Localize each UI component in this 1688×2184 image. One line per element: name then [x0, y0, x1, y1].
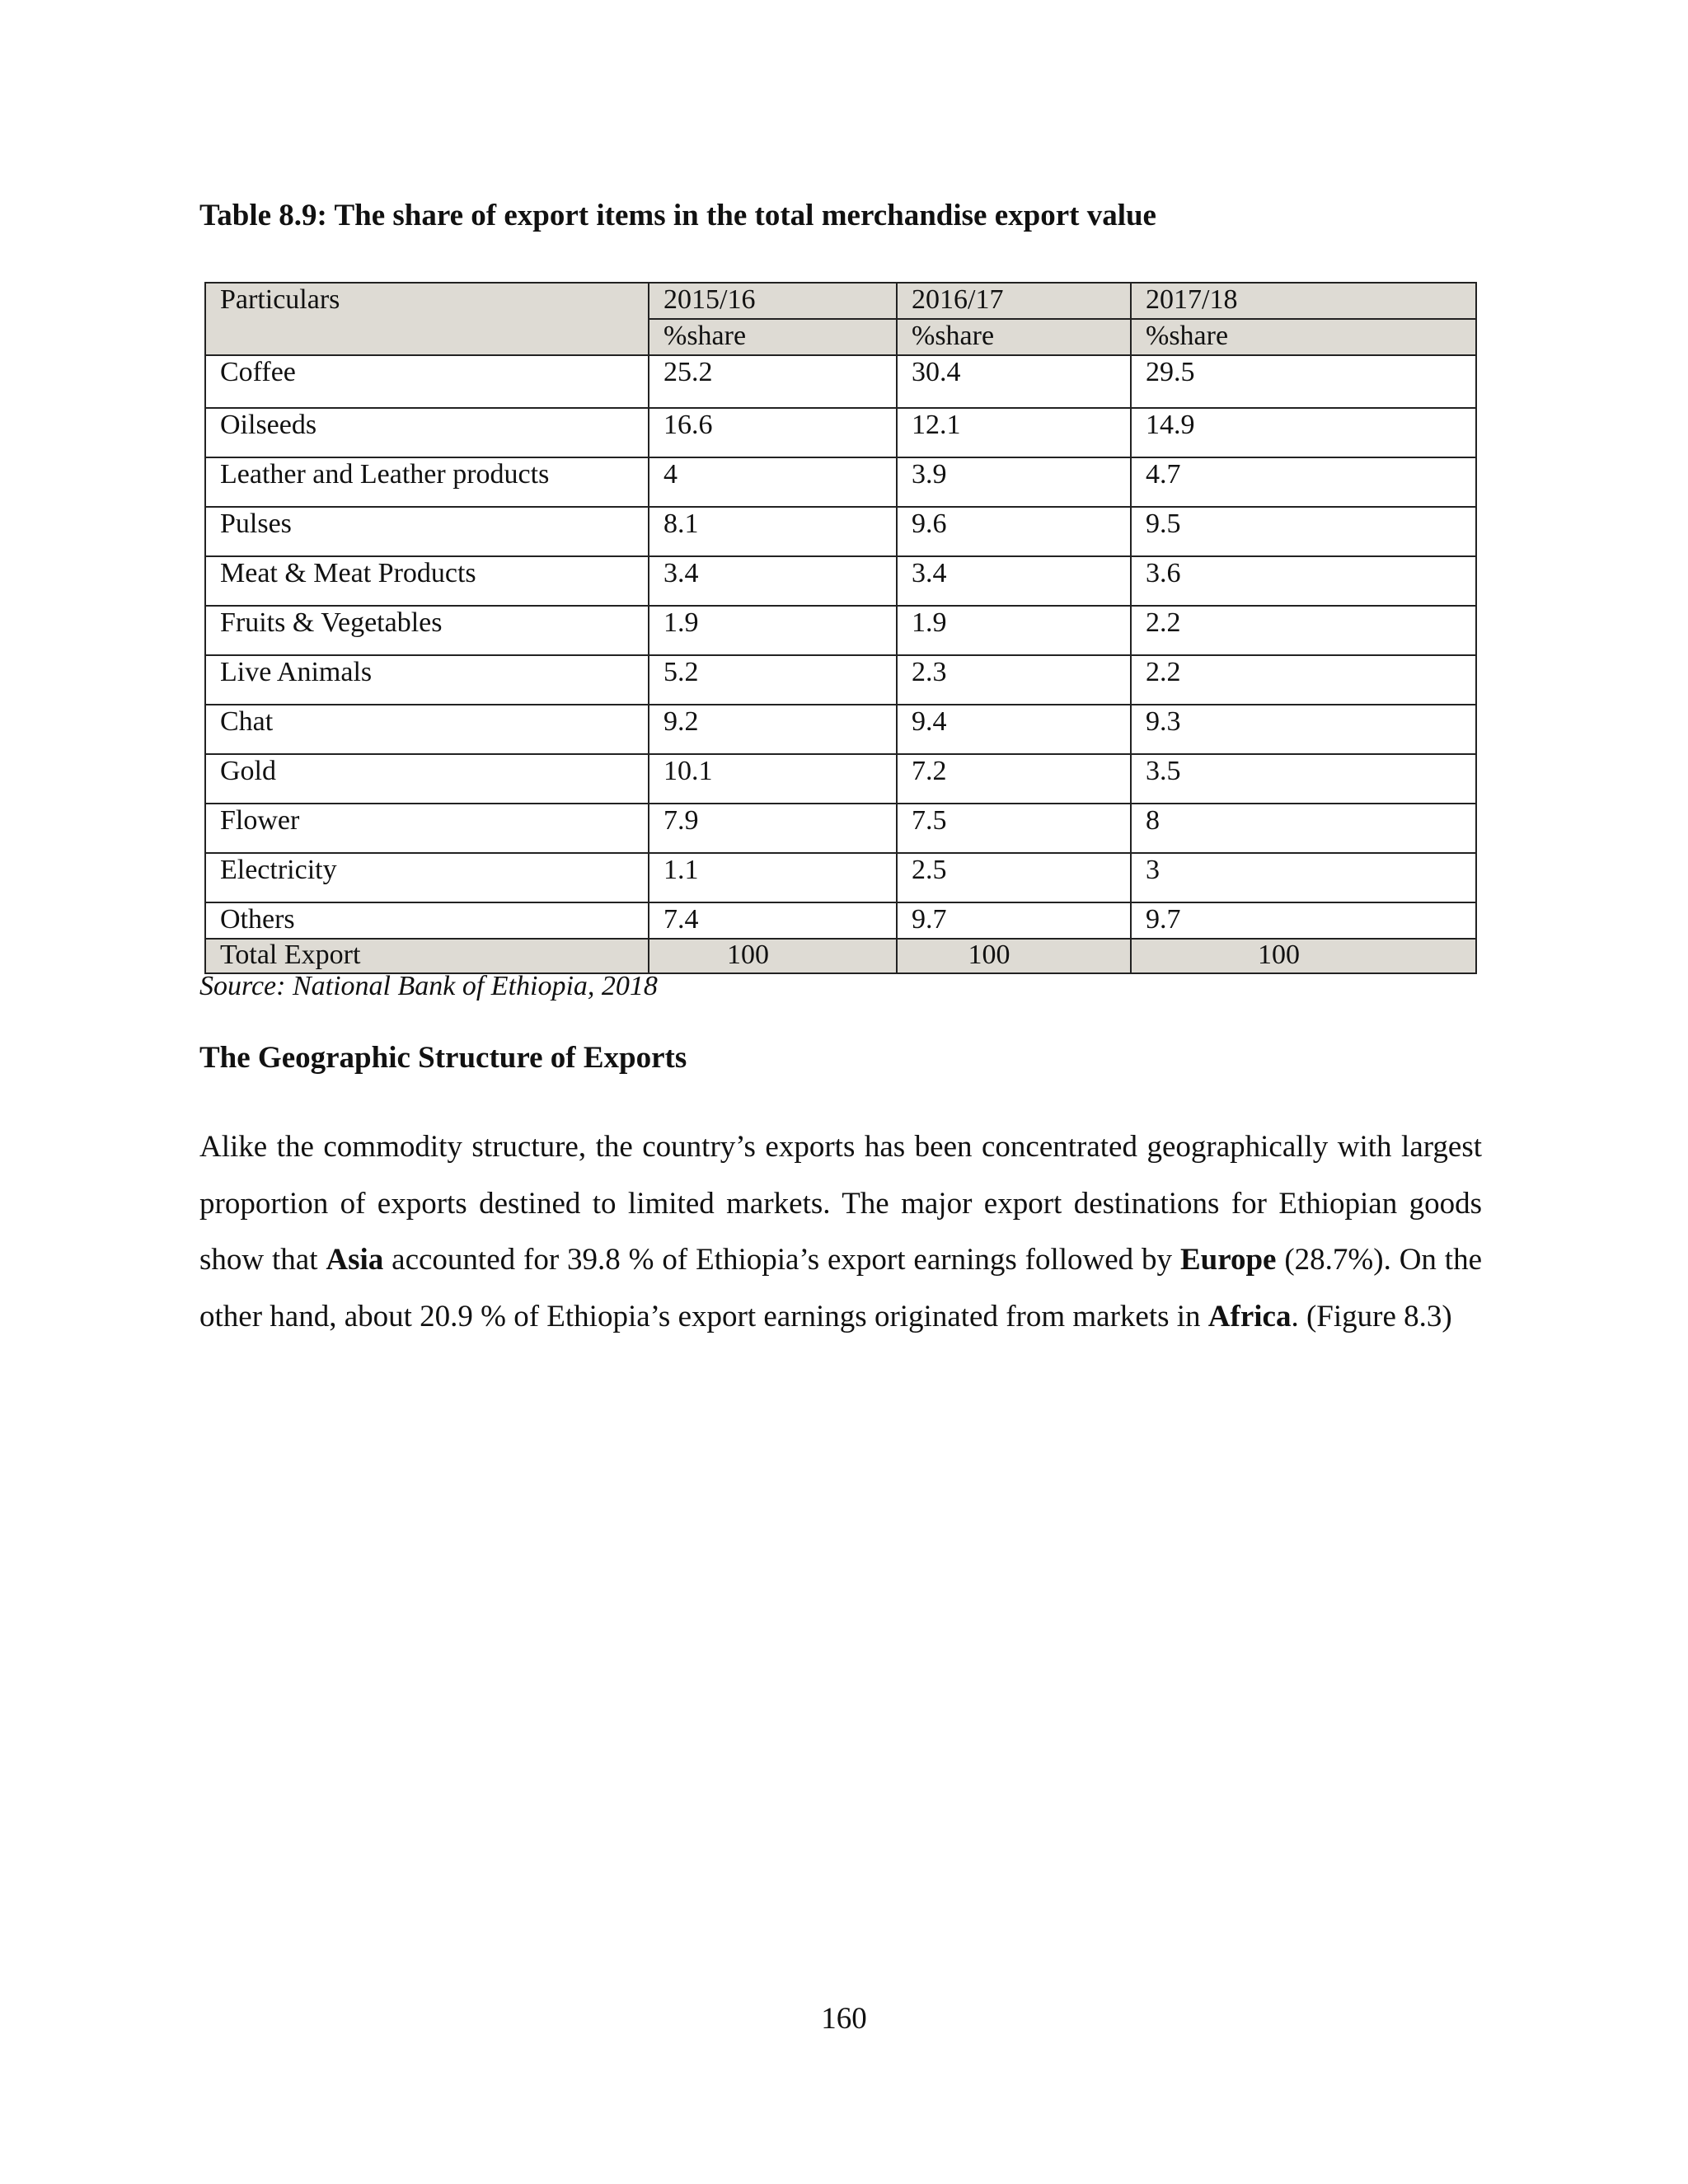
table-header-row	[205, 283, 1476, 319]
section-heading: The Geographic Structure of Exports	[199, 1041, 687, 1075]
row-item-label: Gold	[205, 754, 649, 804]
row-value-cell: 3.4	[897, 556, 1131, 606]
row-value-cell: 9.2	[649, 705, 897, 754]
table-body	[205, 355, 1476, 973]
row-item-label: Chat	[205, 705, 649, 754]
row-value-cell: 9.3	[1131, 705, 1476, 754]
header-year: 2017/18	[1131, 283, 1476, 319]
paragraph-bold-run: Asia	[326, 1243, 384, 1277]
row-value-cell: 3.6	[1131, 556, 1476, 606]
total-value-cell: 100	[1131, 939, 1476, 973]
table-row	[205, 457, 1476, 507]
paragraph-text-run: accounted for 39.8 % of Ethiopia’s export earnings followed by	[383, 1243, 1180, 1277]
row-value-cell: 2.2	[1131, 655, 1476, 705]
table-total-row	[205, 939, 1476, 973]
row-value-cell: 7.9	[649, 804, 897, 853]
row-value-cell: 3	[1131, 853, 1476, 902]
row-value-cell: 12.1	[897, 408, 1131, 457]
row-value-cell: 9.7	[1131, 902, 1476, 939]
row-value-cell: 10.1	[649, 754, 897, 804]
page-number: 160	[821, 2002, 867, 2036]
row-value-cell: 3.9	[897, 457, 1131, 507]
row-value-cell: 4	[649, 457, 897, 507]
header-year: 2015/16	[649, 283, 897, 319]
table-row	[205, 705, 1476, 754]
total-value-cell: 100	[649, 939, 897, 973]
row-value-cell: 9.6	[897, 507, 1131, 556]
row-item-label: Live Animals	[205, 655, 649, 705]
total-value-cell: 100	[897, 939, 1131, 973]
table-row	[205, 754, 1476, 804]
table-row	[205, 507, 1476, 556]
row-item-label: Electricity	[205, 853, 649, 902]
row-value-cell: 9.7	[897, 902, 1131, 939]
row-value-cell: 25.2	[649, 355, 897, 408]
row-value-cell: 9.5	[1131, 507, 1476, 556]
row-item-label: Fruits & Vegetables	[205, 606, 649, 655]
row-value-cell: 4.7	[1131, 457, 1476, 507]
header-unit: %share	[1131, 319, 1476, 355]
header-unit: %share	[649, 319, 897, 355]
total-label: Total Export	[205, 939, 649, 973]
paragraph-text-run: Alike the commodity structure, the country’s exports has been concentrated geographically with largest proportion of exports destined to limited markets. The major export destinations for Ethiopian goods show that	[199, 1130, 1482, 1277]
table-row	[205, 655, 1476, 705]
row-item-label: Flower	[205, 804, 649, 853]
row-value-cell: 30.4	[897, 355, 1131, 408]
row-item-label: Coffee	[205, 355, 649, 408]
paragraph-bold-run: Europe	[1179, 1243, 1277, 1277]
row-value-cell: 7.2	[897, 754, 1131, 804]
row-value-cell: 1.1	[649, 853, 897, 902]
row-value-cell: 29.5	[1131, 355, 1476, 408]
table-row	[205, 804, 1476, 853]
row-value-cell: 1.9	[897, 606, 1131, 655]
header-unit: %share	[897, 319, 1131, 355]
row-item-label: Oilseeds	[205, 408, 649, 457]
row-item-label: Pulses	[205, 507, 649, 556]
row-value-cell: 2.2	[1131, 606, 1476, 655]
table-source-note: Source: National Bank of Ethiopia, 2018	[199, 971, 658, 1001]
paragraph-bold-run: Africa	[1207, 1299, 1292, 1333]
table-row	[205, 408, 1476, 457]
header-particulars: Particulars	[205, 283, 649, 355]
header-year: 2016/17	[897, 283, 1131, 319]
table-row	[205, 853, 1476, 902]
row-value-cell: 2.3	[897, 655, 1131, 705]
table-row	[205, 606, 1476, 655]
row-value-cell: 8.1	[649, 507, 897, 556]
export-share-table	[204, 282, 1477, 974]
table-title: Table 8.9: The share of export items in the total merchandise export value	[199, 199, 1156, 232]
row-value-cell: 5.2	[649, 655, 897, 705]
paragraph-text-run: (28.7%). On the other hand, about 20.9 % of Ethiopia’s export earnings originated from markets in	[199, 1243, 1483, 1333]
paragraph-text-run: . (Figure 8.3)	[1291, 1299, 1452, 1333]
row-value-cell: 2.5	[897, 853, 1131, 902]
table-row	[205, 556, 1476, 606]
row-value-cell: 9.4	[897, 705, 1131, 754]
row-item-label: Others	[205, 902, 649, 939]
row-value-cell: 8	[1131, 804, 1476, 853]
row-value-cell: 14.9	[1131, 408, 1476, 457]
row-value-cell: 7.5	[897, 804, 1131, 853]
row-item-label: Leather and Leather products	[205, 457, 649, 507]
row-value-cell: 7.4	[649, 902, 897, 939]
row-value-cell: 3.5	[1131, 754, 1476, 804]
row-value-cell: 1.9	[649, 606, 897, 655]
row-value-cell: 3.4	[649, 556, 897, 606]
table-row	[205, 902, 1476, 939]
section-paragraph	[199, 1119, 1482, 1345]
row-value-cell: 16.6	[649, 408, 897, 457]
row-item-label: Meat & Meat Products	[205, 556, 649, 606]
table-row	[205, 355, 1476, 408]
